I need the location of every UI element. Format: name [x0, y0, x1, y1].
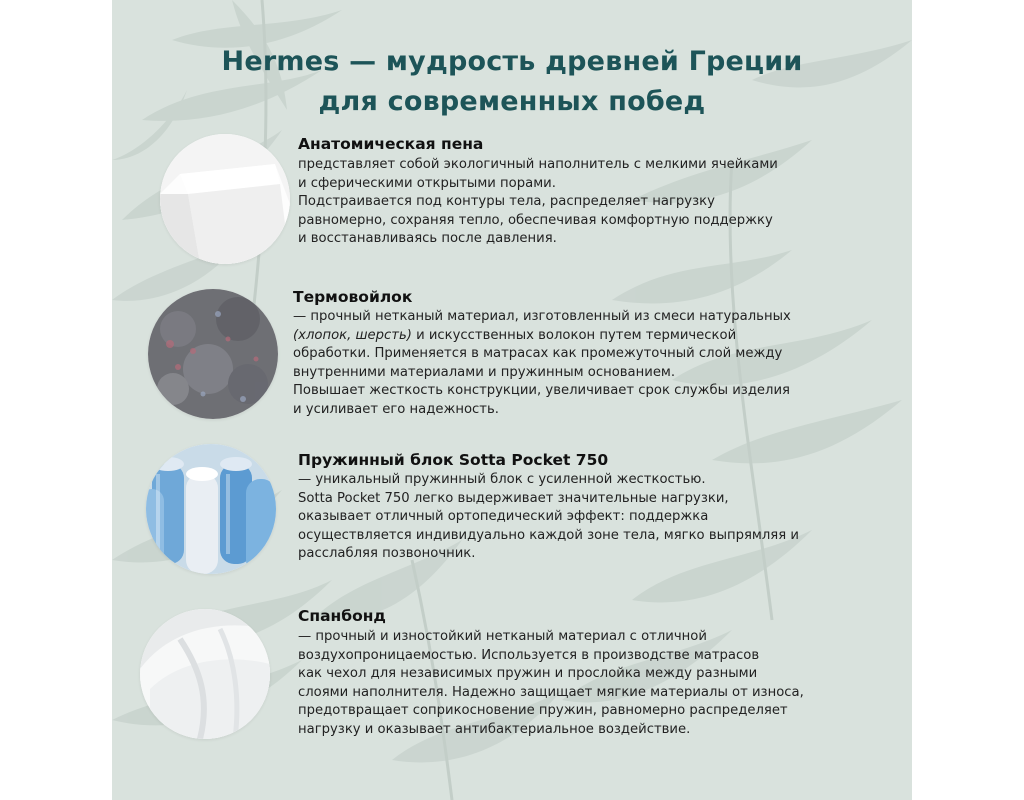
text-line: — прочный и изностойкий нетканый материал с отличной: [298, 629, 707, 644]
text-line: расслабляя позвоночник.: [298, 546, 476, 562]
section-body-foam: [298, 156, 778, 249]
page-title: [112, 42, 912, 122]
text-line: представляет собой экологичный наполнитель с мелкими ячейками: [298, 157, 778, 172]
text-line: — прочный нетканый материал, изготовленный из смеси натуральных: [293, 309, 791, 324]
title-line-1: Hermes — мудрость древней Греции: [221, 46, 803, 77]
text-line: оказывает отличный ортопедический эффект: поддержка: [298, 509, 709, 525]
text-line: обработки. Применяется в матрасах как промежуточный слой между: [293, 346, 783, 362]
text-line: равномерно, сохраняя тепло, обеспечивая комфортную поддержку: [298, 212, 773, 228]
pocket-springs-image: [146, 444, 276, 574]
section-heading-foam: Анатомическая пена: [298, 135, 484, 153]
text-line: осуществляется индивидуально каждой зоне тела, мягко выпрямляя и: [298, 527, 799, 543]
text-line: Sotta Pocket 750 легко выдерживает значительные нагрузки,: [298, 490, 729, 506]
section-body-springs: [298, 471, 799, 564]
text-line: [293, 327, 791, 346]
section-heading-felt: Термовойлок: [293, 288, 413, 306]
info-card: [112, 0, 912, 800]
text-line: как чехол для независимых пружин и прослойка между разными: [298, 666, 758, 682]
title-line-2: для современных побед: [318, 86, 706, 117]
text-line: Повышает жесткость конструкции, увеличивает срок службы изделия: [293, 383, 790, 399]
text-line: предотвращает соприкосновение пружин, равномерно распределяет: [298, 703, 788, 719]
section-body-spunbond: [298, 628, 804, 740]
section-heading-springs: Пружинный блок Sotta Pocket 750: [298, 451, 609, 469]
spunbond-sample-image: [140, 609, 270, 739]
section-body-felt: [293, 308, 791, 420]
text-fragment: и искусственных волокон путем термической: [411, 327, 737, 343]
text-line: Подстраивается под контуры тела, распределяет нагрузку: [298, 194, 715, 210]
section-heading-spunbond: Спанбонд: [298, 607, 386, 625]
text-line: нагрузку и оказывает антибактериальное воздействие.: [298, 721, 691, 737]
text-line: — уникальный пружинный блок с усиленной жесткостью.: [298, 472, 706, 487]
text-italic: (хлопок, шерсть): [293, 327, 412, 343]
text-line: и восстанавливаясь после давления.: [298, 231, 557, 247]
text-line: воздухопроницаемостью. Используется в производстве матрасов: [298, 647, 760, 663]
text-line: и сферическими открытыми порами.: [298, 175, 556, 191]
felt-sample-image: [148, 289, 278, 419]
foam-sample-image: [160, 134, 290, 264]
text-line: внутренними материалами и пружинным основанием.: [293, 364, 676, 380]
text-line: слоями наполнителя. Надежно защищает мягкие материалы от износа,: [298, 684, 804, 700]
text-line: и усиливает его надежность.: [293, 401, 499, 417]
